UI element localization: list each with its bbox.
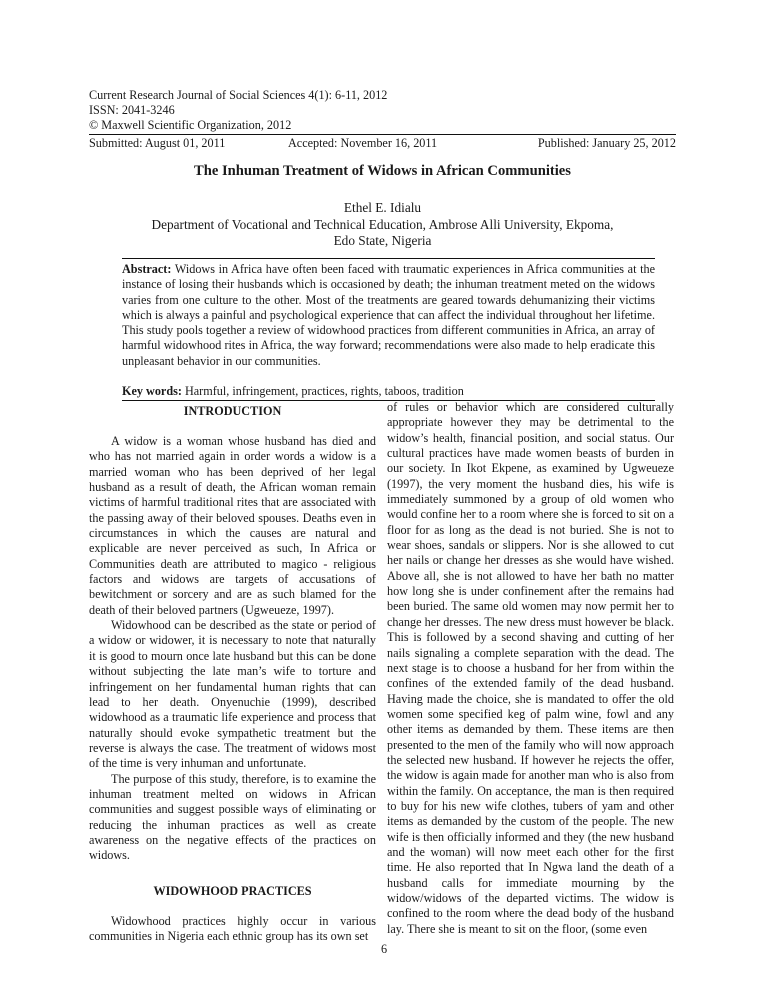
- copyright: © Maxwell Scientific Organization, 2012: [89, 118, 292, 133]
- author-name: Ethel E. Idialu: [343, 200, 422, 215]
- issn: ISSN: 2041-3246: [89, 103, 175, 118]
- affiliation-line-2: Edo State, Nigeria: [333, 233, 432, 249]
- abstract-label: Abstract:: [122, 262, 172, 276]
- page-number: 6: [380, 942, 388, 956]
- publication-dates: [89, 134, 676, 151]
- accepted-date: Accepted: November 16, 2011: [288, 136, 438, 150]
- intro-paragraph-3: The purpose of this study, therefore, is to examine the inhuman treatment melted on widows in African communities and suggest possible ways of eliminating or reducing the inhuman practices as well as create awareness on the negative effects of the practices on widows.: [89, 771, 376, 863]
- journal-citation: Current Research Journal of Social Sciences 4(1): 6-11, 2012: [89, 88, 388, 102]
- author-block: [89, 200, 676, 250]
- published-date: Published: January 25, 2012: [537, 136, 676, 150]
- journal-masthead: [89, 88, 676, 134]
- right-column: [387, 400, 674, 937]
- abstract-text: Widows in Africa have often been faced with traumatic experiences in Africa communities at the instance of losing their husbands which is occasioned by death; the inhuman treatment meted on the widows varies from one culture to the other. Most of the treatments are geared towards dehumanizing their victims which is always a painful and psychological experience that can affect the individual throughout her lifetime. This study pools together a review of widowhood practices from different communities in Africa, an array of harmful widowhood rites in Africa, the way forward; recommendations were also made to help eradicate this unpleasant behavior in our communities.: [122, 262, 655, 368]
- paper-title: The Inhuman Treatment of Widows in African Communities: [194, 163, 571, 179]
- intro-paragraph-2: Widowhood can be described as the state or period of a widow or widower, it is necessary to note that naturally it is good to mourn once late husband but this can be done without subjecting the late man’s wife to torture and infringement on her fundamental human rights that can lead to her death. Onyenuchie (1999), described widowhood as a traumatic life experience and process that naturally should evoke sympathetic treatment but the reverse is always the case. The treatment of widows most of the time is very inhuman and unfortunate.: [89, 618, 376, 771]
- keywords-text: Harmful, infringement, practices, rights, taboos, tradition: [181, 384, 464, 399]
- keywords-label: Key words:: [122, 384, 182, 399]
- submitted-date: Submitted: August 01, 2011: [89, 136, 226, 150]
- practices-paragraph-1: Widowhood practices highly occur in various communities in Nigeria each ethnic group has its own set: [89, 913, 376, 943]
- abstract: [122, 262, 655, 369]
- left-column: [89, 400, 376, 944]
- abstract-box: [122, 258, 655, 401]
- practices-paragraph-continued: of rules or behavior which are considered culturally appropriate however they may be detrimental to the widow’s health, financial position, and social status. Our cultural practices have made women beasts of burden in our society. In Ikot Ekpene, as examined by Ugweueze (1997), the very moment the husband dies, his wife is immediately summoned by a group of old women who would confine her to a room where she is forced to sit on a floor for as long as the dead is not buried. She is not to wear shoes, sandals or slippers. Nor is she allowed to cut her nails or change her dresses as she would have wished. Above all, she is not allowed to have her bath no matter how long she is under confinement after the remains had been buried. The same old women may now permit her to change her dresses. The new dress must however be black. This is followed by a second shaving and cutting of her nails signaling a complete separation with the dead. The next stage is to choose a husband for her from within the confines of the extended family of the dead husband. Having made the choice, she is mandated to offer the old women some specified keg of palm wine, fowl and any other items as demanded by them. These items are then presented to the men of the family who will now approach the selected new husband. If however he rejects the offer, the widow is again made for another man who is also from within the family. On acceptance, the man is then required to buy for his new wife clothes, tubers of yam and other items as demanded by the custom of the people. The new wife is then officially informed and they (the new husband and the woman) will now meet each other for the first time. He also reported that In Ngwa land the death of a husband calls for immediate mourning by the widow/widows of the departed victims. The widow is confined to the room where the dead body of the husband lay. There she is meant to sit on the floor, (some even: [387, 400, 674, 936]
- section-heading-widowhood-practices: WIDOWHOOD PRACTICES: [153, 883, 312, 898]
- section-heading-introduction: INTRODUCTION: [183, 404, 282, 418]
- keywords: [122, 384, 655, 401]
- affiliation-line-1: Department of Vocational and Technical Education, Ambrose Alli University, Ekpoma,: [151, 216, 614, 232]
- intro-paragraph-1: A widow is a woman whose husband has died and who has not married again in order words a widow is a married woman who has been deprived of her legal husband as a result of death, the African woman remain victims of harmful traditional rites that are associated with the passing away of their beloved spouses. Deaths even in circumstances in which the causes are natural and explicable are never perceived as such, In Africa or Communities death are attributed to magico - religious factors and widows are targets of accusations of bewitchment or sorcery and are as such blamed for the death of their beloved partners (Ugweueze, 1997).: [89, 434, 376, 617]
